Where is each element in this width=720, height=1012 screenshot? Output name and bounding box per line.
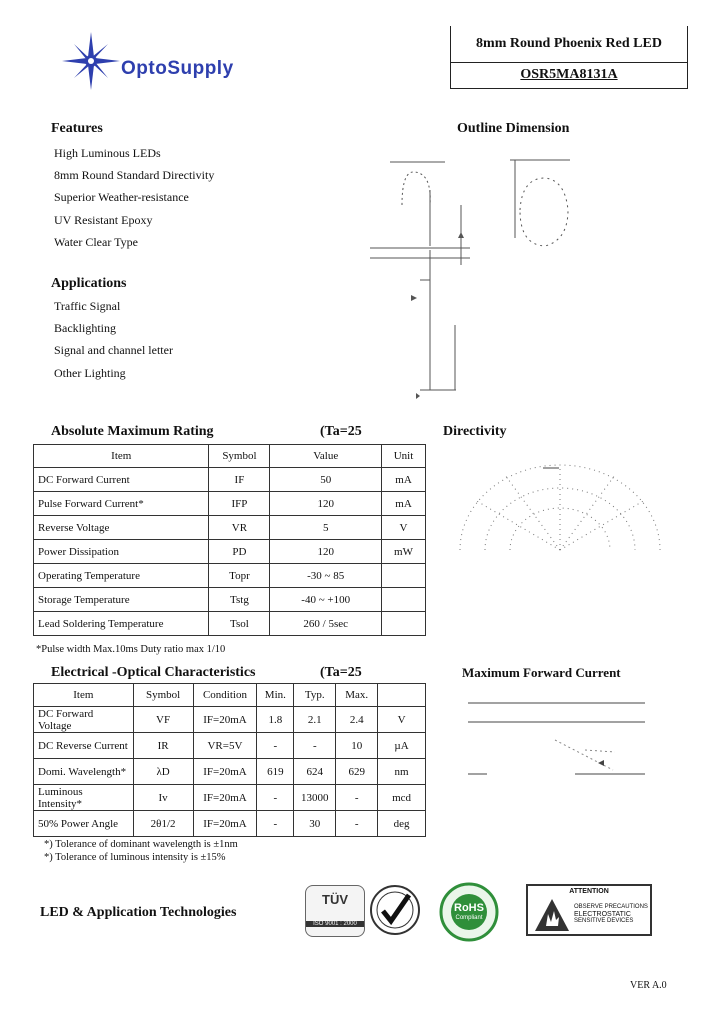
version-label: VER A.0 <box>630 980 667 991</box>
features-heading: Features <box>51 121 103 136</box>
directivity-polar-diagram <box>455 460 665 555</box>
table-cell: V <box>382 516 426 540</box>
applications-heading: Applications <box>51 276 127 291</box>
table-cell <box>382 564 426 588</box>
table-cell: deg <box>378 811 426 837</box>
table-cell: 5 <box>270 516 382 540</box>
column-header: Value <box>270 445 382 468</box>
abs-max-condition: (Ta=25 <box>320 424 362 439</box>
table-header-row <box>34 684 426 707</box>
table-cell: DC Forward Voltage <box>34 707 134 733</box>
table-cell: IF=20mA <box>193 759 257 785</box>
table-cell: IFP <box>209 492 270 516</box>
table-row <box>34 540 426 564</box>
table-cell: -30 ~ 85 <box>270 564 382 588</box>
feature-item: Superior Weather-resistance <box>54 190 189 204</box>
column-header: Min. <box>257 684 294 707</box>
max-forward-current-graph <box>465 695 650 780</box>
company-name: LED & Application Technologies <box>40 905 237 920</box>
esd-title: ATTENTION <box>569 888 609 895</box>
table-cell: Power Dissipation <box>34 540 209 564</box>
table-row <box>34 564 426 588</box>
table-cell: Domi. Wavelength* <box>34 759 134 785</box>
table-cell: 10 <box>336 733 378 759</box>
table-row <box>34 785 426 811</box>
electrical-note: *) Tolerance of dominant wavelength is ±1nm <box>44 839 238 850</box>
table-row <box>34 468 426 492</box>
table-cell: IF <box>209 468 270 492</box>
table-cell: - <box>336 811 378 837</box>
feature-item: High Luminous LEDs <box>54 146 161 160</box>
table-cell: 120 <box>270 540 382 564</box>
table-cell: µA <box>378 733 426 759</box>
table-cell: DC Forward Current <box>34 468 209 492</box>
application-item: Signal and channel letter <box>54 343 173 357</box>
product-title: 8mm Round Phoenix Red LED <box>451 26 687 63</box>
table-cell: 30 <box>294 811 336 837</box>
feature-item: 8mm Round Standard Directivity <box>54 168 215 182</box>
table-cell: PD <box>209 540 270 564</box>
tuv-label: TÜV <box>322 892 348 907</box>
column-header: Unit <box>382 445 426 468</box>
column-header: Item <box>34 445 209 468</box>
table-cell: - <box>257 733 294 759</box>
table-cell: Tstg <box>209 588 270 612</box>
table-cell: 120 <box>270 492 382 516</box>
esd-warning-hand-icon <box>534 898 570 932</box>
table-cell <box>382 612 426 636</box>
table-cell: VR=5V <box>193 733 257 759</box>
outline-dimension-drawing <box>360 150 590 400</box>
title-box <box>450 26 688 89</box>
table-cell: IF=20mA <box>193 785 257 811</box>
application-item: Other Lighting <box>54 366 126 380</box>
quality-check-badge-icon <box>369 883 421 937</box>
table-cell: 50 <box>270 468 382 492</box>
application-item: Backlighting <box>54 321 116 335</box>
application-item: Traffic Signal <box>54 299 121 313</box>
table-cell: IF=20mA <box>193 811 257 837</box>
table-row <box>34 707 426 733</box>
table-cell: -40 ~ +100 <box>270 588 382 612</box>
table-cell: DC Reverse Current <box>34 733 134 759</box>
table-cell: Pulse Forward Current* <box>34 492 209 516</box>
directivity-heading: Directivity <box>443 424 507 439</box>
table-cell: - <box>336 785 378 811</box>
table-cell: λD <box>133 759 193 785</box>
rohs-compliant-label: Compliant <box>455 915 483 921</box>
column-header: Typ. <box>294 684 336 707</box>
table-cell: IR <box>133 733 193 759</box>
table-cell: Iv <box>133 785 193 811</box>
table-row <box>34 516 426 540</box>
abs-max-note: *Pulse width Max.10ms Duty ratio max 1/10 <box>36 644 226 655</box>
table-row <box>34 733 426 759</box>
column-header: Max. <box>336 684 378 707</box>
outline-heading: Outline Dimension <box>457 121 570 136</box>
electrical-note: *) Tolerance of luminous intensity is ±15% <box>44 852 226 863</box>
column-header: Condition <box>193 684 257 707</box>
esd-line: SENSITIVE DEVICES <box>574 918 634 924</box>
table-row <box>34 492 426 516</box>
esd-text <box>574 904 648 925</box>
electrical-condition: (Ta=25 <box>320 665 362 680</box>
electrical-heading: Electrical -Optical Characteristics <box>51 665 256 680</box>
max-forward-current-heading: Maximum Forward Current <box>462 665 621 680</box>
table-cell: Luminous Intensity* <box>34 785 134 811</box>
table-cell: 13000 <box>294 785 336 811</box>
table-cell: VF <box>133 707 193 733</box>
table-cell: Lead Soldering Temperature <box>34 612 209 636</box>
table-cell: IF=20mA <box>193 707 257 733</box>
table-cell: mW <box>382 540 426 564</box>
brand-name: OptoSupply <box>121 58 234 79</box>
rohs-label: RoHS <box>454 902 484 914</box>
feature-item: Water Clear Type <box>54 235 138 249</box>
table-row <box>34 759 426 785</box>
esd-line: OBSERVE PRECAUTIONS <box>574 904 648 910</box>
column-header: Item <box>34 684 134 707</box>
table-cell: 1.8 <box>257 707 294 733</box>
rohs-badge <box>435 882 503 942</box>
table-cell: V <box>378 707 426 733</box>
feature-item: UV Resistant Epoxy <box>54 213 153 227</box>
abs-max-heading: Absolute Maximum Rating <box>51 424 214 439</box>
column-header: Symbol <box>209 445 270 468</box>
tuv-iso-badge <box>305 885 365 937</box>
table-cell: 629 <box>336 759 378 785</box>
table-row <box>34 588 426 612</box>
table-cell: Topr <box>209 564 270 588</box>
column-header <box>378 684 426 707</box>
table-cell: 2θ1/2 <box>133 811 193 837</box>
abs-max-table <box>33 444 426 636</box>
table-cell: VR <box>209 516 270 540</box>
table-cell: 624 <box>294 759 336 785</box>
table-cell: Reverse Voltage <box>34 516 209 540</box>
table-cell <box>382 588 426 612</box>
table-cell: Operating Temperature <box>34 564 209 588</box>
table-row <box>34 612 426 636</box>
esd-attention-label <box>526 884 652 936</box>
optosupply-star-logo-icon <box>62 32 120 90</box>
table-cell: 619 <box>257 759 294 785</box>
table-header-row <box>34 445 426 468</box>
table-cell: 50% Power Angle <box>34 811 134 837</box>
part-number: OSR5MA8131A <box>520 67 618 82</box>
table-cell: Storage Temperature <box>34 588 209 612</box>
table-cell: 260 / 5sec <box>270 612 382 636</box>
table-cell: 2.1 <box>294 707 336 733</box>
esd-line: ELECTROSTATIC <box>574 911 631 918</box>
table-cell: - <box>257 811 294 837</box>
table-cell: Tsol <box>209 612 270 636</box>
table-cell: mcd <box>378 785 426 811</box>
electrical-table <box>33 683 426 837</box>
iso-label: ISO 9001 : 2000 <box>306 921 364 927</box>
table-cell: 2.4 <box>336 707 378 733</box>
table-cell: - <box>294 733 336 759</box>
table-cell: mA <box>382 468 426 492</box>
table-cell: mA <box>382 492 426 516</box>
column-header: Symbol <box>133 684 193 707</box>
table-cell: - <box>257 785 294 811</box>
table-cell: nm <box>378 759 426 785</box>
table-row <box>34 811 426 837</box>
